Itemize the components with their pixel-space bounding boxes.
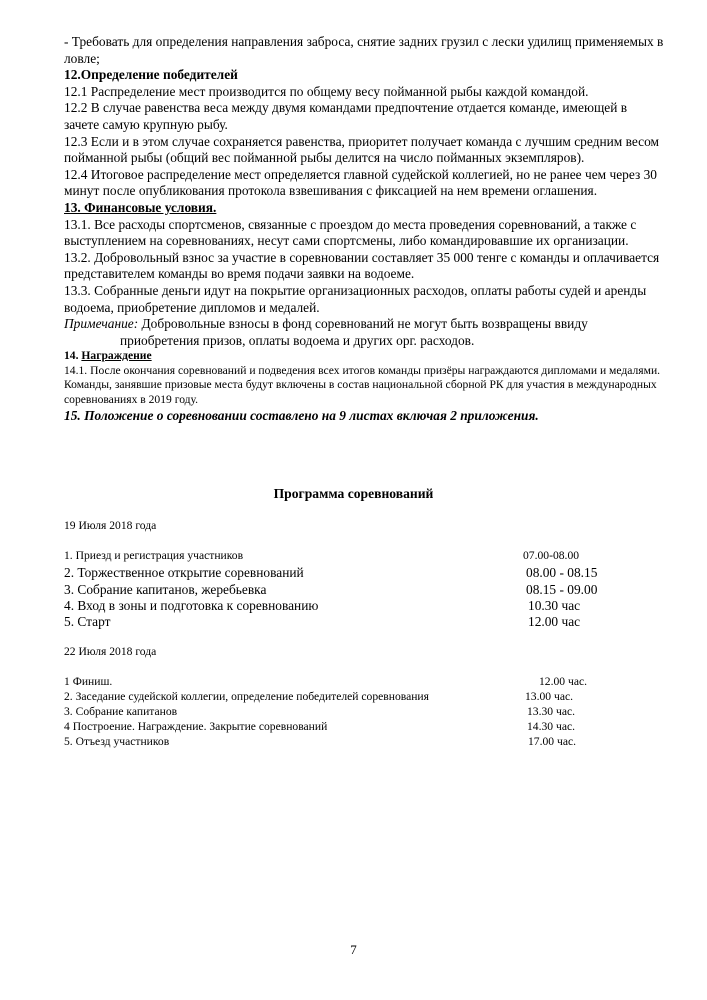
section-13-1: 13.1. Все расходы спортсменов, связанные с проездом до места проведения соревнований, а также с выступлением на соревнованиях, несут сами спортсмены, либо командировавшие их организации.: [64, 216, 637, 249]
schedule-item-time: 10.30 час: [528, 598, 581, 613]
section-14-1: 14.1. После окончания соревнований и подведения всех итогов команды призёры награждаются дипломами и медалями. Команды, занявшие призовые места будут включены в состав национальной сборной РК для участия в международных соревнованиях в 2019 году.: [64, 363, 661, 407]
schedule-row: [64, 598, 604, 614]
note-label: Примечание:: [64, 316, 139, 332]
schedule-row: [64, 614, 604, 630]
section-13-title: 13. Финансовые условия.: [64, 199, 217, 215]
schedule-item-time: 14.30 час.: [527, 720, 576, 733]
schedule-item-time: 08.15 - 09.00: [526, 582, 598, 597]
schedule-item-label: 1. Приезд и регистрация участников: [64, 549, 244, 562]
program-title: Программа соревнований: [273, 486, 434, 501]
rules-text: [64, 34, 664, 424]
note: [64, 316, 664, 333]
note-text: Добровольные взносы в фонд соревнований не могут быть возвращены ввиду: [138, 316, 588, 332]
schedule-item-time: 07.00-08.00: [523, 549, 580, 562]
schedule-row: [64, 720, 604, 736]
day2-date: 22 Июля 2018 года: [64, 645, 157, 658]
section-14-heading: Награждение: [81, 349, 152, 363]
schedule-row: [64, 705, 604, 721]
schedule-item-time: 12.00 час: [528, 614, 581, 629]
schedule-item-time: 12.00 час.: [539, 675, 588, 688]
schedule-item-label: 2. Торжественное открытие соревнований: [64, 565, 304, 580]
page-number: 7: [350, 942, 357, 957]
section-12-3: 12.3 Если и в этом случае сохраняется равенства, приоритет получает команда с лучшим средним весом пойманной рыбы (общий вес пойманной рыбы делится на число пойманных экземпляров).: [64, 133, 659, 166]
schedule-item-time: 17.00 час.: [528, 735, 577, 748]
section-15: 15. Положение о соревновании составлено на 9 листах включая 2 приложения.: [64, 407, 539, 423]
schedule-item-time: 13.30 час.: [527, 705, 576, 718]
section-14-title: [64, 349, 664, 364]
schedule-item-time: 08.00 - 08.15: [526, 565, 598, 580]
schedule-row: [64, 690, 604, 706]
section-12-4: 12.4 Итоговое распределение мест определяется главной судейской коллегией, но не ранее чем через 30 минут после опубликования протокола взвешивания с фиксацией на нем времени оглашения.: [64, 166, 657, 199]
schedule-row: [64, 675, 604, 691]
section-12-title: 12.Определение победителей: [64, 67, 238, 83]
schedule-row: [64, 565, 604, 581]
schedule-item-label: 4. Вход в зоны и подготовка к соревнованию: [64, 598, 319, 613]
schedule-row: [64, 549, 604, 565]
note-continuation: приобретения призов, оплаты водоема и других орг. расходов.: [120, 332, 475, 348]
schedule-row: [64, 582, 604, 598]
schedule-item-label: 3. Собрание капитанов, жеребьевка: [64, 582, 267, 597]
schedule-item-label: 3. Собрание капитанов: [64, 705, 178, 718]
schedule-item-label: 5. Старт: [64, 614, 111, 629]
schedule-item-label: 1 Финиш.: [64, 675, 113, 688]
section-12-1: 12.1 Распределение мест производится по общему весу пойманной рыбы каждой командой.: [64, 83, 589, 99]
section-14-number: 14.: [64, 349, 82, 363]
day1-date: 19 Июля 2018 года: [64, 519, 157, 532]
intro-line: - Требовать для определения направления заброса, снятие задних грузил с лески удилищ применяемых в ловле;: [64, 34, 664, 66]
schedule-item-label: 4 Построение. Награждение. Закрытие соревнований: [64, 720, 328, 733]
section-13-3: 13.3. Собранные деньги идут на покрытие организационных расходов, оплаты работы судей и аренды водоема, приобретение дипломов и медалей.: [64, 282, 647, 315]
section-13-2: 13.2. Добровольный взнос за участие в соревновании составляет 35 000 тенге с команды и оплачивается представителем команды во время подачи заявки на водоеме.: [64, 249, 660, 282]
schedule-row: [64, 735, 604, 751]
schedule-item-time: 13.00 час.: [525, 690, 574, 703]
schedule-item-label: 5. Отъезд участников: [64, 735, 170, 748]
schedule-item-label: 2. Заседание судейской коллегии, определение победителей соревнования: [64, 690, 429, 703]
section-12-2: 12.2 В случае равенства веса между двумя командами предпочтение отдается команде, имеющей в зачете самую крупную рыбу.: [64, 100, 628, 132]
